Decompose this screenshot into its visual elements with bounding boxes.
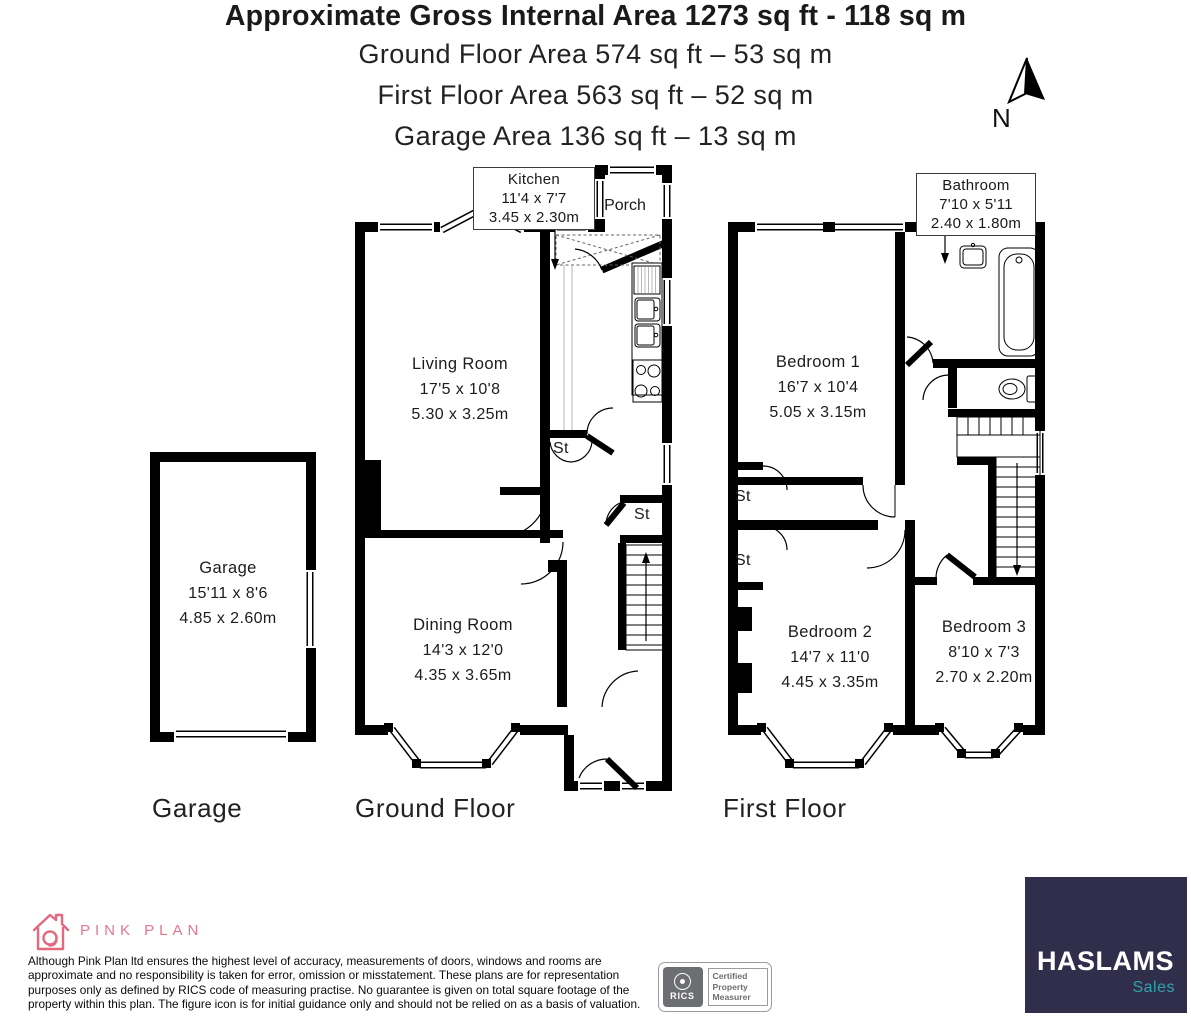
room-dims-metric: 3.45 x 2.30m bbox=[488, 209, 580, 226]
garage-area-line: Garage Area 136 sq ft – 13 sq m bbox=[394, 121, 797, 151]
rics-badge bbox=[658, 962, 772, 1012]
storage-label: St bbox=[735, 488, 751, 505]
rics-lion-icon bbox=[674, 973, 691, 990]
storage-label: St bbox=[735, 552, 751, 569]
porch-label: Porch bbox=[604, 197, 646, 214]
storage-label: St bbox=[634, 506, 650, 523]
room-name: Bathroom bbox=[942, 177, 1010, 194]
kitchen-door-arc bbox=[587, 408, 613, 434]
agent-division: Sales bbox=[1132, 979, 1175, 996]
agent-name: HASLAMS bbox=[1037, 946, 1174, 976]
first-floor-plan bbox=[723, 163, 1055, 805]
st-door-arc bbox=[571, 442, 592, 462]
pink-plan-logo-icon bbox=[28, 908, 74, 954]
ground-floor-plan bbox=[350, 163, 682, 805]
bay-window-opening bbox=[761, 725, 893, 735]
bathroom-door-leaf bbox=[907, 342, 931, 365]
kitchen-label-box bbox=[473, 167, 595, 230]
first-floor-area-line: First Floor Area 563 sq ft – 52 sq m bbox=[377, 80, 814, 110]
bedroom3-label: Bedroom 3 8'10 x 7'3 2.70 x 2.20m bbox=[935, 618, 1033, 686]
bed2-door-arc bbox=[867, 530, 905, 568]
garage-room-label: Garage 15'11 x 8'6 4.85 x 2.60m bbox=[179, 559, 277, 627]
rics-logo: RICS bbox=[663, 967, 703, 1007]
disclaimer-text: Although Pink Plan ltd ensures the highest level of accuracy, measurements of doors, windows and rooms are approximate and no responsibility is taken for error, omission or misstatement. These plans are for representation purposes only as defined by RICS code of measuring practise. No guarantee is given on total square footage of the property within this plan. The figure icon is for initial guidance only and should not be relied on as a basis of valuation. bbox=[28, 954, 641, 1012]
bathroom-fixtures bbox=[960, 243, 1039, 402]
chimney-breast bbox=[365, 460, 381, 530]
pink-plan-brand: PINK PLAN bbox=[80, 922, 204, 939]
north-label: N bbox=[992, 103, 1011, 133]
bedroom1-label: Bedroom 1 16'7 x 10'4 5.05 x 3.15m bbox=[769, 353, 867, 421]
living-room-label: Living Room 17'5 x 10'8 5.30 x 3.25m bbox=[411, 355, 509, 423]
room-dims-imperial: 11'4 x 7'7 bbox=[501, 190, 567, 207]
rics-certification: Certified Property Measurer bbox=[708, 968, 768, 1006]
bedroom2-label: Bedroom 2 14'7 x 11'0 4.45 x 3.35m bbox=[781, 623, 879, 691]
stairs-up bbox=[626, 545, 667, 650]
wc-door-arc bbox=[923, 375, 948, 400]
ground-floor-caption: Ground Floor bbox=[355, 793, 516, 823]
bed1-door-arc bbox=[863, 485, 895, 517]
kitchen-leader-arrow bbox=[551, 227, 559, 270]
stairs-down bbox=[957, 417, 1040, 581]
ground-floor-area-line: Ground Floor Area 574 sq ft – 53 sq m bbox=[358, 39, 833, 69]
dining-room-label: Dining Room 14'3 x 12'0 4.35 x 3.65m bbox=[413, 616, 513, 684]
bay-window-opening bbox=[388, 725, 520, 735]
porch-door-arc bbox=[575, 249, 602, 270]
page-title: Approximate Gross Internal Area 1273 sq ft - 118 sq m bbox=[224, 0, 967, 32]
agent-logo bbox=[1025, 877, 1187, 1013]
bathroom-leader-arrow bbox=[941, 232, 949, 264]
room-name: Kitchen bbox=[507, 171, 561, 188]
room-dims-imperial: 7'10 x 5'11 bbox=[939, 196, 1013, 213]
bathtub-icon bbox=[999, 248, 1039, 356]
room-dims-metric: 2.40 x 1.80m bbox=[930, 215, 1022, 232]
bathroom-label-box bbox=[916, 173, 1036, 236]
storage-label: St bbox=[553, 440, 569, 457]
hall-door-arc bbox=[602, 671, 638, 707]
garage-caption: Garage bbox=[152, 793, 243, 823]
bed3-door-leaf bbox=[947, 555, 975, 577]
first-floor-caption: First Floor bbox=[723, 793, 847, 823]
